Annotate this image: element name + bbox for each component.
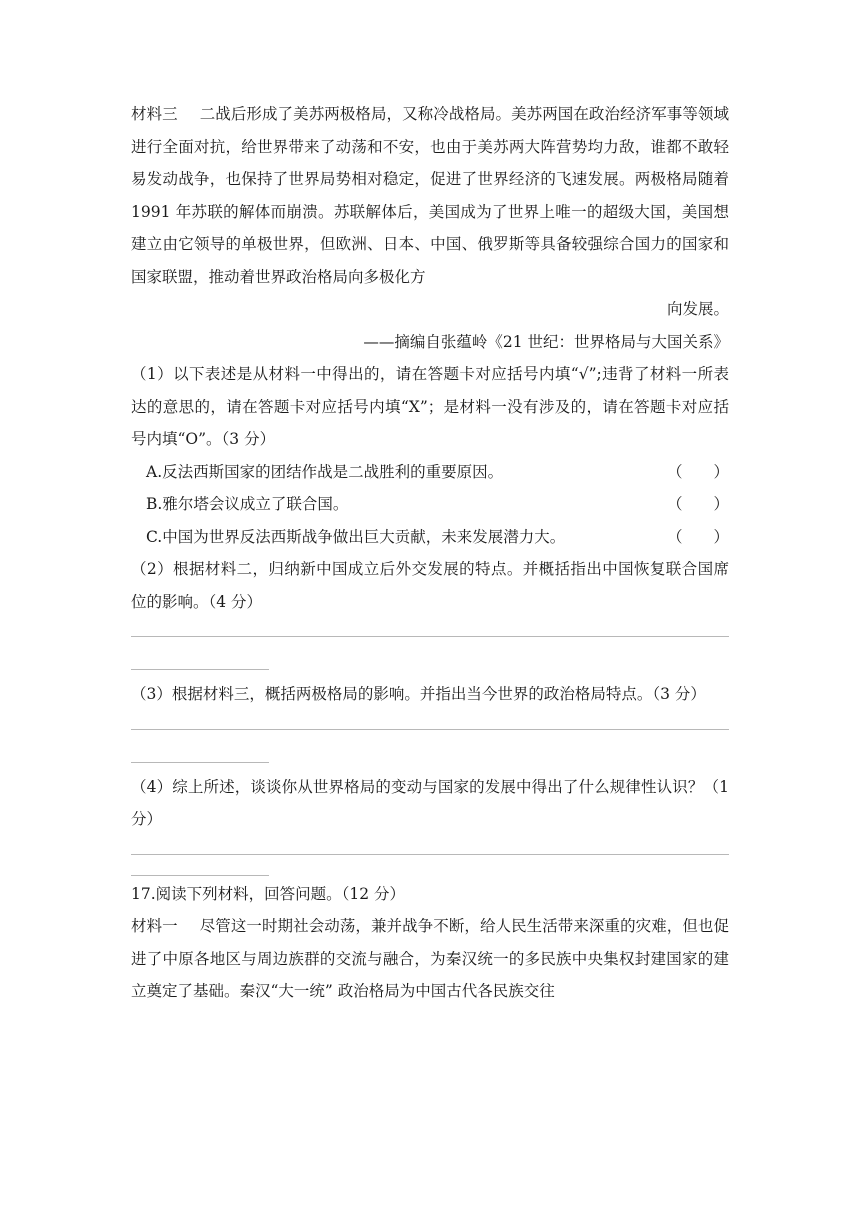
option-a-answer-bracket[interactable]: （ ）: [666, 462, 729, 481]
material-3-text-end: 向发展。: [666, 300, 729, 318]
question-2-text: （2）根据材料二，归纳新中国成立后外交发展的特点。并概括指出中国恢复联合国席位的影响。（4 分）: [131, 560, 729, 611]
material-3-label: 材料三: [131, 105, 178, 123]
question-3-answer-line[interactable]: [131, 729, 729, 730]
exam-page: [131, 98, 729, 1008]
option-b-answer-bracket[interactable]: （ ）: [666, 495, 729, 513]
material-3-source: ——摘编自张蕴岭《21 世纪：世界格局与大国关系》: [363, 332, 729, 351]
option-a-text: A.反法西斯国家的团结作战是二战胜利的重要原因。: [146, 462, 504, 481]
question-17-material-1: [131, 910, 729, 1008]
question-2-answer-line[interactable]: [131, 636, 729, 637]
question-1-option-b: [131, 488, 729, 521]
question-4-answer-line-end[interactable]: [131, 875, 269, 876]
question-17-material-1-label: 材料一: [131, 917, 178, 935]
question-3-answer-line-end[interactable]: [131, 762, 269, 763]
option-c-answer-bracket[interactable]: （ ）: [666, 527, 729, 546]
material-3-paragraph: [131, 98, 729, 293]
question-1-option-c: [131, 521, 729, 554]
question-3-text: （3）根据材料三，概括两极格局的影响。并指出当今世界的政治格局特点。（3 分）: [131, 685, 706, 703]
question-4-answer-line[interactable]: [131, 854, 729, 855]
material-3-text: 二战后形成了美苏两极格局，又称冷战格局。美苏两国在政治经济军事等领域进行全面对抗，给世界带来了动荡和不安，也由于美苏两大阵营势均力敌，谁都不敢轻易发动战争，也保持了世界局势相对稳定，促进了世界经济的飞速发展。两极格局随着 1991 年苏联的解体而崩溃。苏联解体后，美国成为了世界上唯一的超级大国，美国想建立由它领导的单极世界，但欧洲、日本、中国、俄罗斯等具备较强综合国力的国家和国家联盟，推动着世界政治格局向多极化方: [131, 105, 729, 286]
question-17-heading: 17.阅读下列材料，回答问题。（12 分）: [131, 884, 406, 903]
question-1-text: （1）以下表述是从材料一中得出的，请在答题卡对应括号内填“√”;违背了材料一所表达的意思的，请在答题卡对应括号内填“X”；是材料一没有涉及的，请在答题卡对应括号内填“O”。（3 分）: [131, 365, 729, 448]
question-1-option-a: [131, 456, 729, 489]
question-4-text: （4）综上所述，谈谈你从世界格局的变动与国家的发展中得出了什么规律性认识？（1 分）: [131, 777, 729, 828]
question-17-material-1-text: 尽管这一时期社会动荡，兼并战争不断，给人民生活带来深重的灾难，但也促进了中原各地区与周边族群的交流与融合，为秦汉统一的多民族中央集权封建国家的建立奠定了基础。秦汉“大一统” 政治格局为中国古代各民族交往: [131, 917, 729, 1000]
option-c-text: C.中国为世界反法西斯战争做出巨大贡献，未来发展潜力大。: [146, 527, 566, 546]
option-b-text: B.雅尔塔会议成立了联合国。: [146, 495, 349, 513]
question-2-answer-line-end[interactable]: [131, 669, 269, 670]
